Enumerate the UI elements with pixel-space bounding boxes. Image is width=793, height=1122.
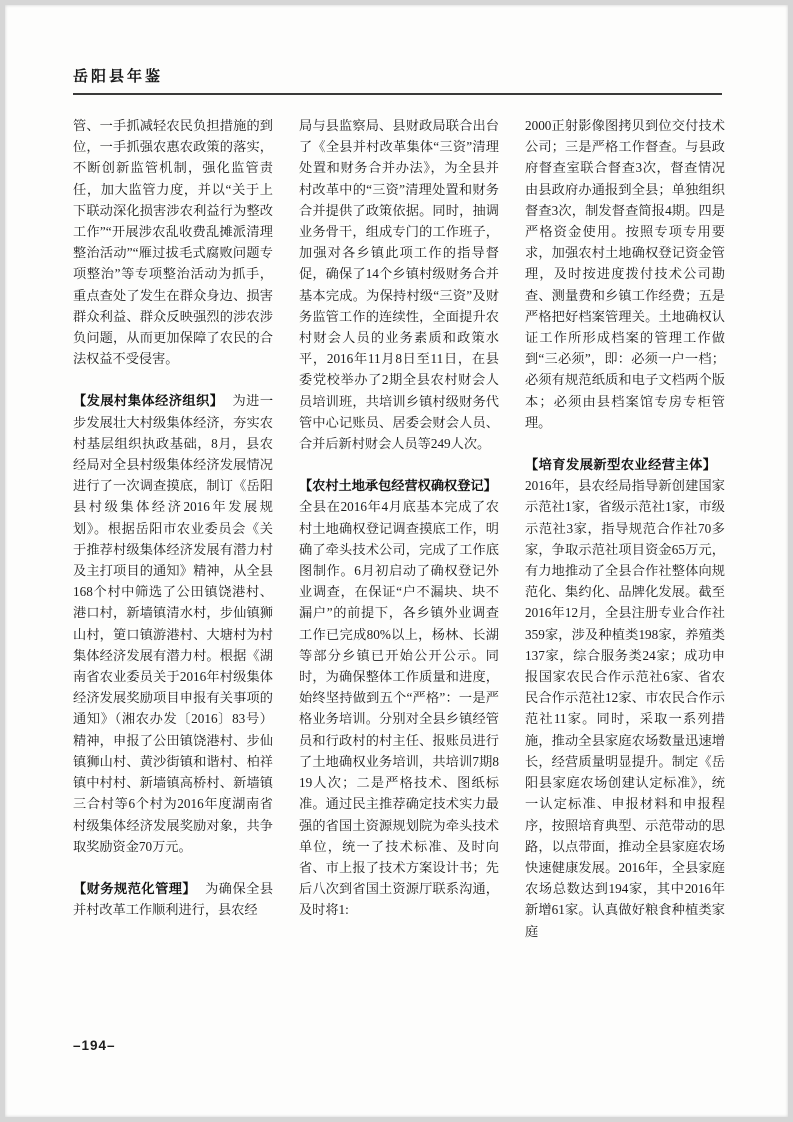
yearbook-page xyxy=(5,5,788,1117)
entry-heading: 【财务规范化管理】 xyxy=(73,880,197,896)
entry-body-text: 2016年，县农经局指导新创建国家示范社1家，省级示范社1家，市级示范社3家，指导规范合作社70多家，争取示范社项目资金65万元，有力地推动了全县合作社整体向规范化、集约化、品牌化发展。截至2016年12月，全县注册专业合作社359家，涉及种植类198家，养殖类137家，综合服务类24家；成功申报国家农民合作示范社6家、省农民合作示范社12家、市农民合作示范社11家。同时，采取一系列措施，推动全县家庭农场数量迅速增长，经营质量明显提升。制定《岳阳县家庭农场创建认定标准》，统一认定标准、申报材料和申报程序，按照培育典型、示范带动的思路，以点带面，推动全县家庭农场快速健康发展。2016年，全县家庭农场总数达到194家，其中2016年新增61家。认真做好粮食种植类家庭 xyxy=(525,478,725,939)
entry-body-text: 为进一步发展壮大村级集体经济，夯实农村基层组织执政基础，8月，县农经局对全县村级集体经济发展情况进行了一次调查摸底，制订《岳阳县村级集体经济2016年发展规划》。根据岳阳市农业委员会《关于推荐村级集体经济发展有潜力村及主打项目的通知》精神，从全县168个村中筛选了公田镇饶港村、港口村，新墙镇清水村，步仙镇狮山村，筻口镇游港村、大塘村为村集体经济发展有潜力村。根据《湖南省农业委员关于2016年村级集体经济发展奖励项目申报有关事项的通知》（湘农办发〔2016〕83号）精神，申报了公田镇饶港村、步仙镇狮山村、黄沙街镇和谐村、柏祥镇中村村、新墙镇高桥村、新墙镇三合村等6个村为2016年度湖南省村级集体经济发展奖励对象，共争取奖励资金70万元。 xyxy=(73,393,273,854)
entry-body-text: 为确保全县并村改革工作顺利进行，县农经 xyxy=(73,880,273,918)
entry-heading: 【培育发展新型农业经营主体】 xyxy=(525,457,716,473)
entry-heading: 【发展村集体经济组织】 xyxy=(73,393,224,409)
continued-paragraph: 管、一手抓减轻农民负担措施的到位，一手抓强农惠农政策的落实，不断创新监管机制，强化监管责任，加大监管力度，并以“关于上下联动深化损害涉农利益行为整改工作”“开展涉农乱收费乱摊派清理整治活动”“雁过拔毛式腐败问题专项整治”等专项整治活动为抓手，重点查处了发生在群众身边、损害群众利益、群众反映强烈的涉农涉负问题，从而更加保障了农民的合法权益不受侵害。 xyxy=(73,118,273,367)
column-3 xyxy=(525,115,725,1037)
page-header xyxy=(73,65,722,95)
entry-body-text: 全县在2016年4月底基本完成了农村土地确权登记调查摸底工作，明确了牵头技术公司，完成了工作底图制作。6月初启动了确权登记外业调查，在保证“户不漏块、块不漏户”的前提下，各乡镇外业调查工作已完成80%以上，杨林、长湖等部分乡镇已开始公开公示。同时，为确保整体工作质量和进度，始终坚持做到五个“严格”：一是严格业务培训。分别对全县乡镇经管员和行政村的村主任、报账员进行了土地确权业务培训，共培训7期819人次；二是严格技术、图纸标准。通过民主推荐确定技术实力最强的省国土资源规划院为牵头技术单位，统一了技术标准、及时向省、市上报了技术方案设计书；先后八次到省国土资源厅联系沟通，及时将1: xyxy=(299,499,499,918)
continued-paragraph: 2000正射影像图拷贝到位交付技术公司；三是严格工作督查。与县政府督查室联合督查3次，督查情况由县政府办通报到全县；单独组织督查3次，制发督查简报4期。四是严格资金使用。按照专项专用要求，加强农村土地确权登记资金管理，及时按进度拨付技术公司勘查、测量费和乡镇工作经费；五是严格把好档案管理关。土地确权认证工作所形成档案的管理工作做到“三必须”，即：必须一户一档；必须有规范纸质和电子文档两个版本；必须由县档案馆专房专柜管理。 xyxy=(525,118,725,430)
column-2 xyxy=(299,115,499,1037)
page-content xyxy=(73,115,726,1037)
entry-heading: 【农村土地承包经营权确权登记】 xyxy=(299,478,497,494)
entry-paragraph xyxy=(299,475,499,920)
entry-paragraph xyxy=(73,878,273,920)
entry-paragraph xyxy=(73,390,273,856)
page-number: –194– xyxy=(73,1038,116,1053)
column-1 xyxy=(73,115,273,1037)
header-rule xyxy=(73,93,722,95)
continued-paragraph: 局与县监察局、县财政局联合出台了《全县并村改革集体“三资”清理处置和财务合并办法》，为全县并村改革中的“三资”清理处置和财务合并提供了政策依据。同时，抽调业务骨干，组成专门的工作班子，加强对各乡镇此项工作的指导督促，确保了14个乡镇村级财务合并基本完成。为保持村级“三资”及财务监管工作的连续性，全面提升农村财会人员的业务素质和政策水平，2016年11月8日至11日，在县委党校举办了2期全县农村财会人员培训班，共培训乡镇村级财务代管中心记账员、居委会财会人员、合并后新村财会人员等249人次。 xyxy=(299,118,499,452)
entry-paragraph xyxy=(525,454,725,942)
journal-title: 岳阳县年鉴 xyxy=(73,68,164,85)
